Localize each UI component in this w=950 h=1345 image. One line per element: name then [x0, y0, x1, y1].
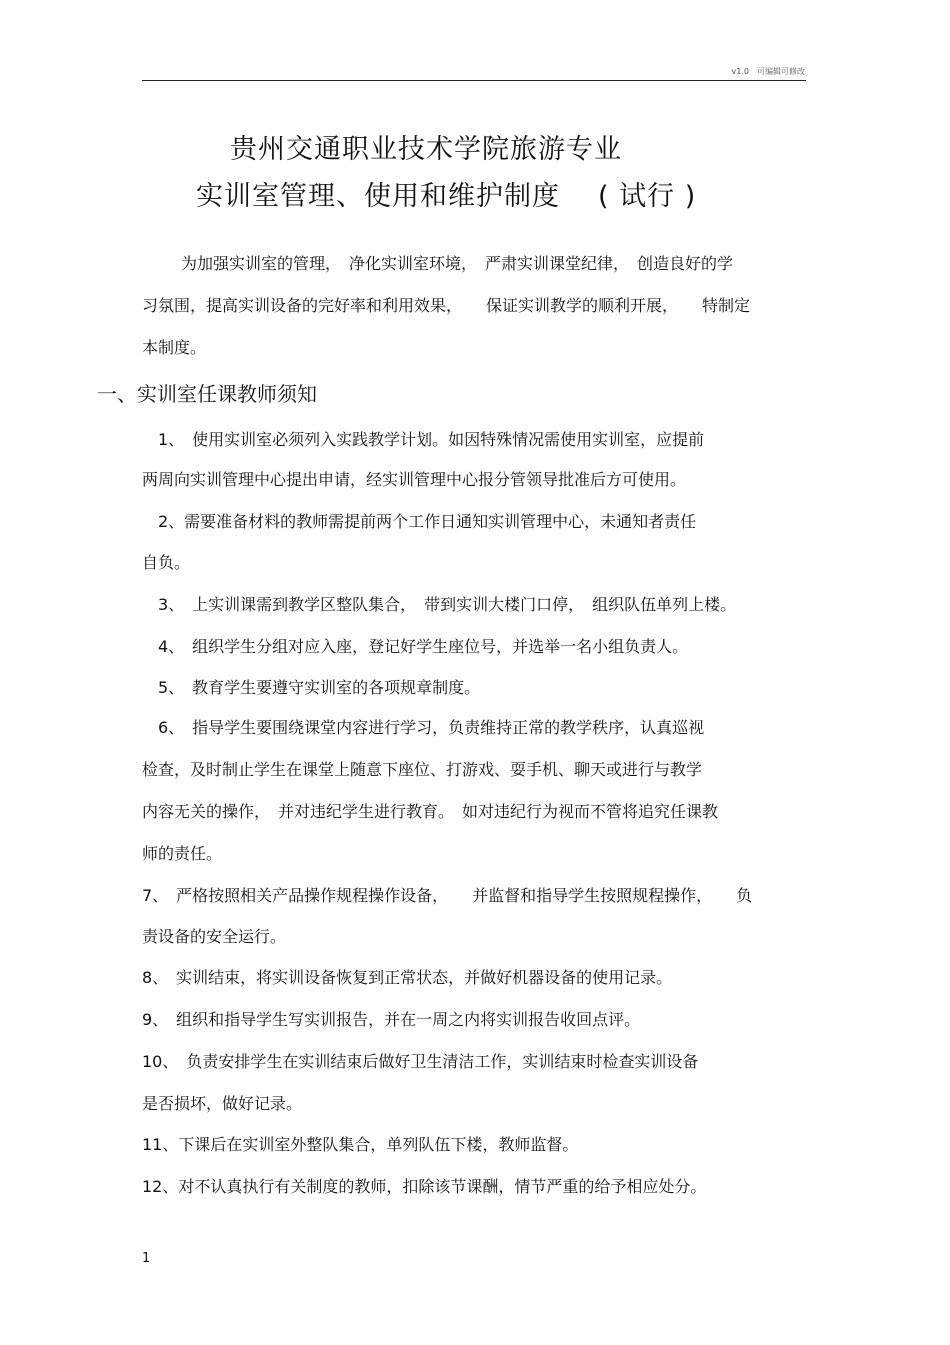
- intro-line: 习氛围，提高实训设备的完好率和利用效果， 保证实训教学的顺利开展， 特制定: [142, 296, 751, 315]
- intro-line: 本制度。: [142, 338, 207, 357]
- title-trial-tag: ( 试行 ): [598, 181, 697, 212]
- rule-line: 11、下课后在实训室外整队集合，单列队伍下楼，教师监督。: [142, 1135, 579, 1154]
- rule-line: 内容无关的操作， 并对违纪学生进行教育。 如对违纪行为视而不管将追究任课教: [142, 802, 719, 821]
- rule-line: 8、 实训结束，将实训设备恢复到正常状态，并做好机器设备的使用记录。: [142, 968, 673, 987]
- rule-line: 1、 使用实训室必须列入实践教学计划。如因特殊情况需使用实训室，应提前: [158, 430, 705, 449]
- document-title-line1: 贵州交通职业技术学院旅游专业: [230, 134, 622, 165]
- rule-line: 自负。: [142, 553, 191, 572]
- title-main: 实训室管理、使用和维护制度: [196, 181, 560, 212]
- rule-line: 2、需要准备材料的教师需提前两个工作日通知实训管理中心，未通知者责任: [158, 512, 697, 531]
- rule-line: 3、 上实训课需到教学区整队集合， 带到实训大楼门口停， 组织队伍单列上楼。: [158, 595, 737, 614]
- page-number: 1: [142, 1251, 151, 1266]
- rule-line: 12、对不认真执行有关制度的教师，扣除该节课酬，情节严重的给予相应处分。: [142, 1177, 707, 1196]
- rule-line: 7、 严格按照相关产品操作规程操作设备， 并监督和指导学生按照规程操作， 负: [142, 886, 753, 905]
- rule-line: 10、 负责安排学生在实训结束后做好卫生清洁工作，实训结束时检查实训设备: [142, 1052, 699, 1071]
- intro-line: 为加强实训室的管理， 净化实训室环境， 严肃实训课堂纪律， 创造良好的学: [181, 254, 734, 273]
- rule-line: 检查，及时制止学生在课堂上随意下座位、打游戏、耍手机、聊天或进行与教学: [142, 760, 703, 779]
- rule-line: 5、 教育学生要遵守实训室的各项规章制度。: [158, 678, 481, 697]
- rule-line: 责设备的安全运行。: [142, 927, 287, 946]
- header-version-text: v1.0 可编辑可修改: [731, 67, 805, 76]
- document-title-line2: [196, 174, 696, 213]
- header-rule: [142, 80, 806, 81]
- rule-line: 4、 组织学生分组对应入座，登记好学生座位号，并选举一名小组负责人。: [158, 637, 689, 656]
- rule-line: 两周向实训管理中心提出申请，经实训管理中心报分管领导批准后方可使用。: [142, 470, 687, 489]
- rule-line: 9、 组织和指导学生写实训报告，并在一周之内将实训报告收回点评。: [142, 1010, 641, 1029]
- section-heading: 一、实训室任课教师须知: [97, 382, 317, 406]
- rule-line: 6、 指导学生要围绕课堂内容进行学习，负责维持正常的教学秩序，认真巡视: [158, 718, 705, 737]
- rule-line: 师的责任。: [142, 844, 223, 863]
- rule-line: 是否损坏，做好记录。: [142, 1094, 303, 1113]
